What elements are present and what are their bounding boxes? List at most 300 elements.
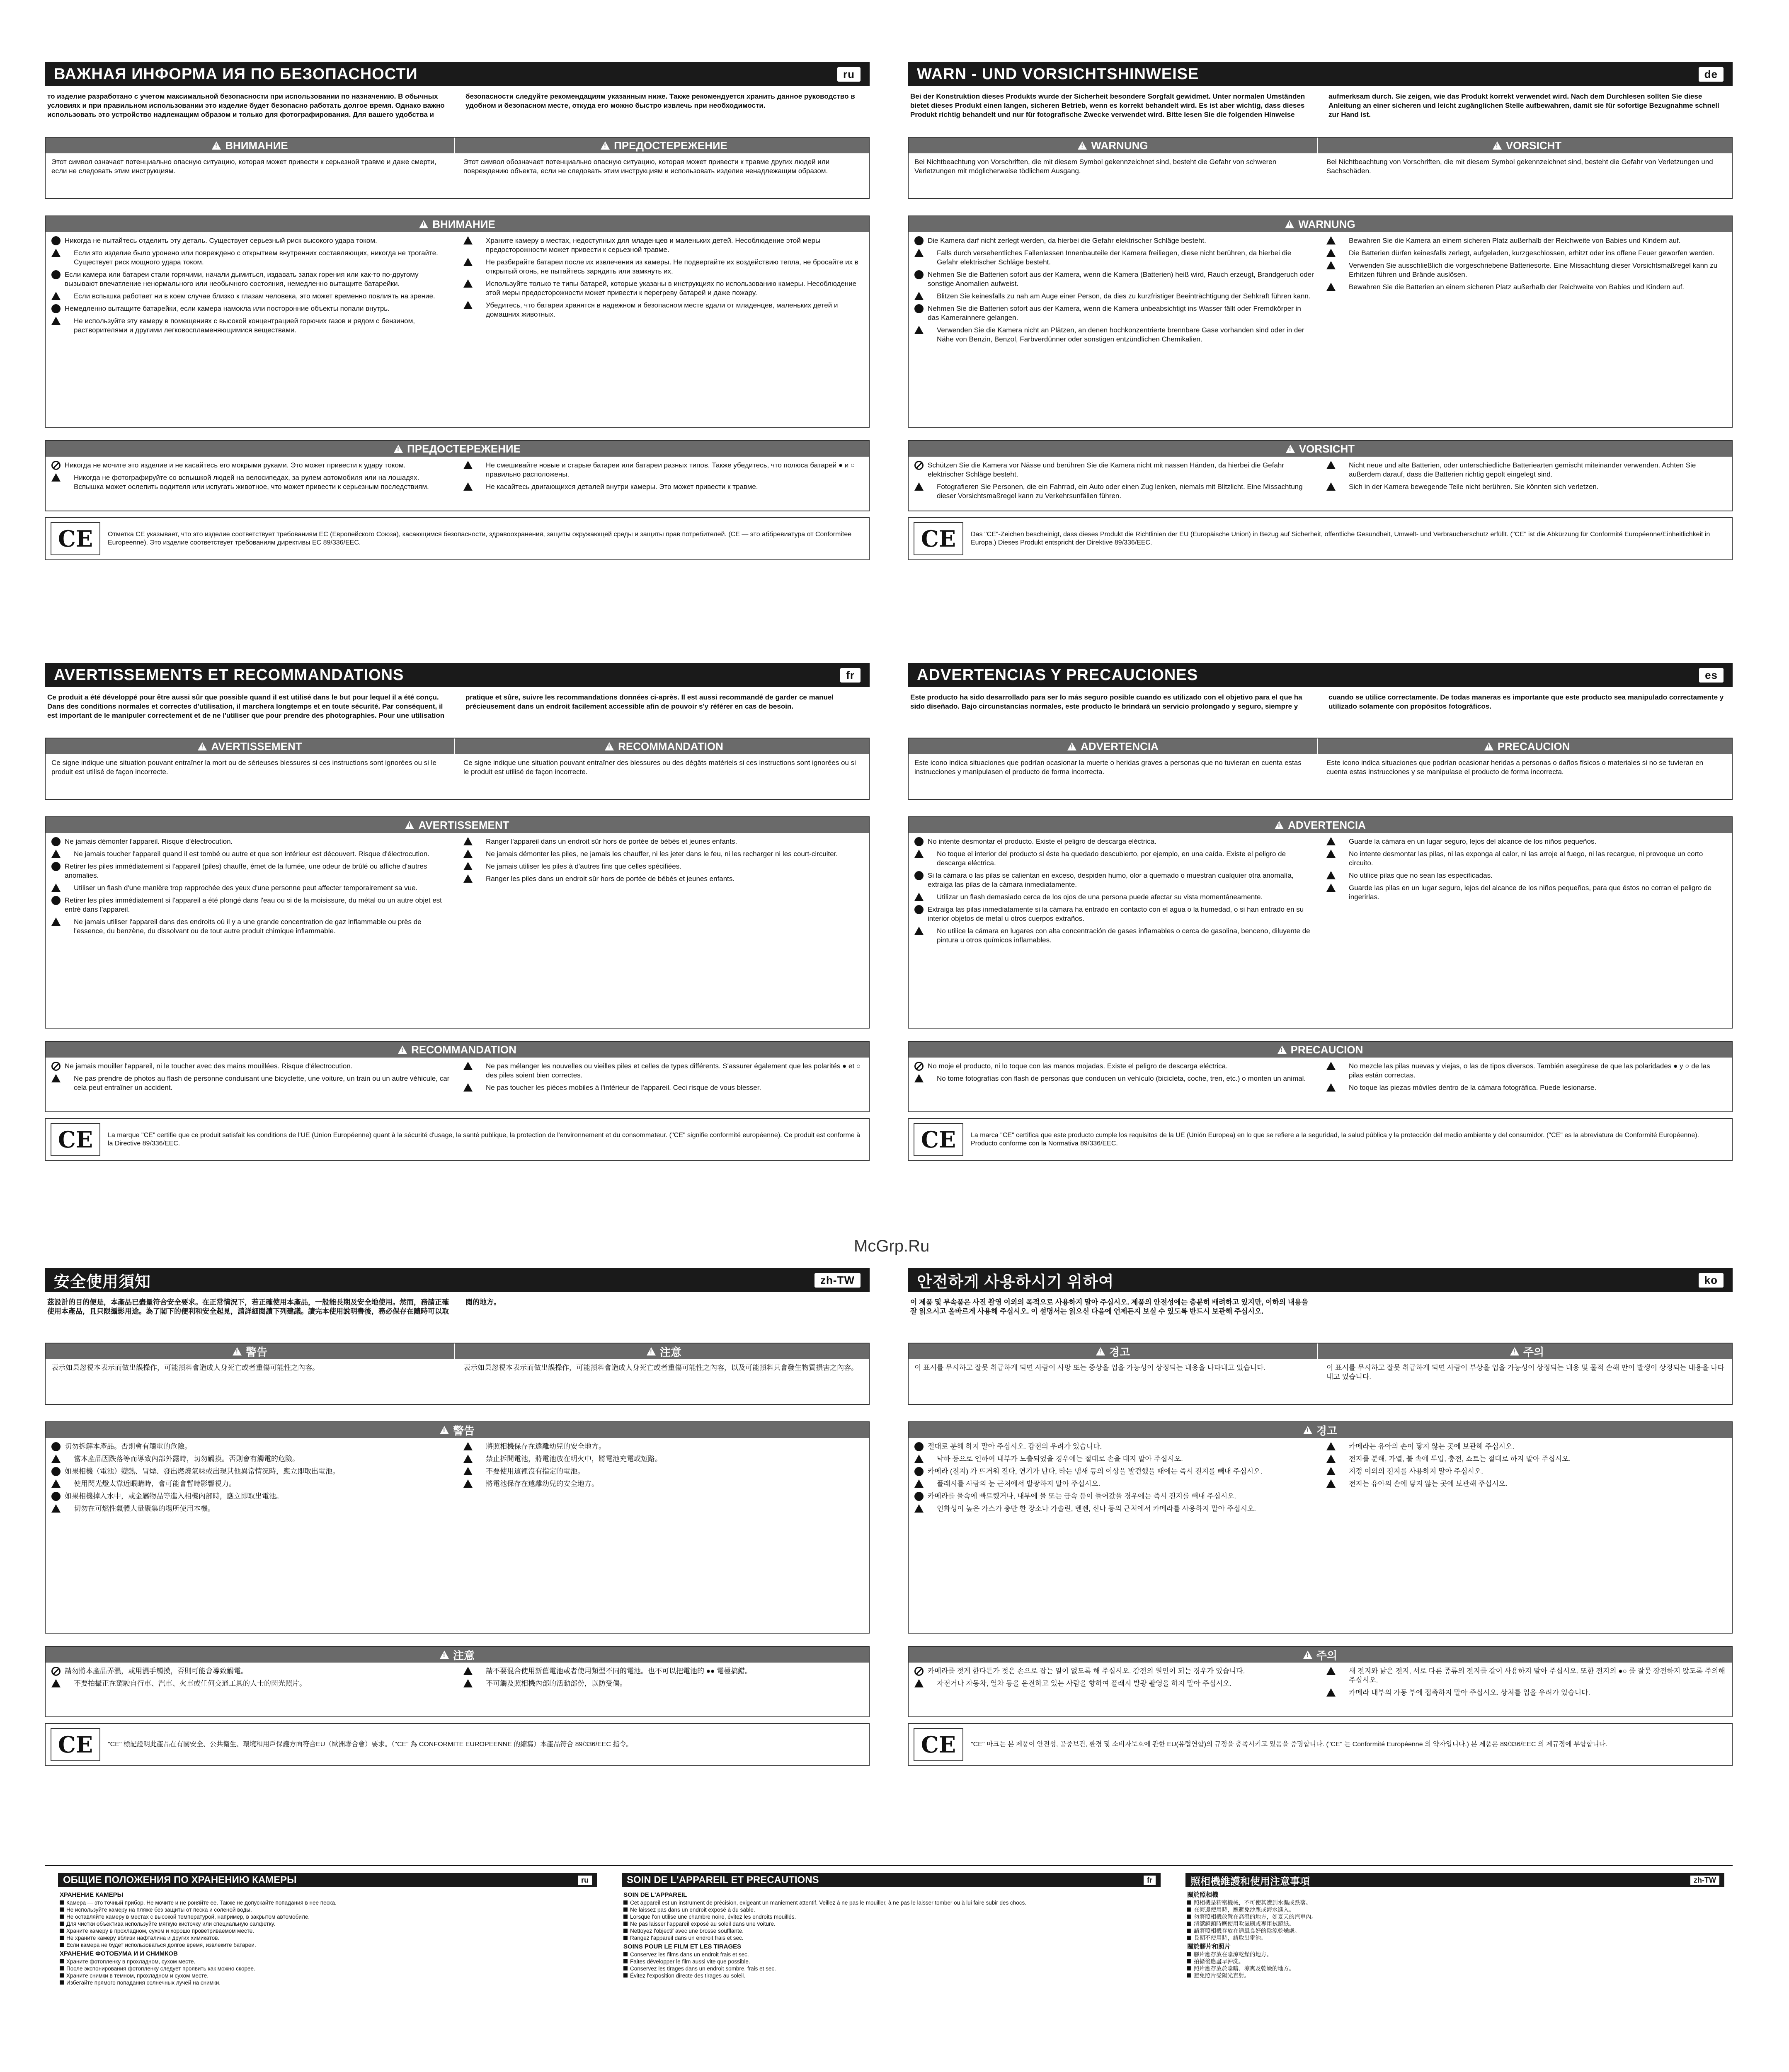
section-header <box>45 663 870 687</box>
warning-icon <box>1326 249 1336 257</box>
warning-item-text: Falls durch versehentliches Fallenlassen Innenbauteile der Kamera freiliegen, diese nicht berühren, da hierbei die Gefahr elektrischer Schläge besteht. <box>937 249 1292 266</box>
caution-item-text: 請不要混合使用新舊電池或者使用類型不同的電池。也不可以把電池的 ●● 電極搞錯。 <box>486 1667 752 1675</box>
section-header <box>908 62 1733 86</box>
caution-item <box>1326 1083 1726 1092</box>
caution-item-text: Ne pas toucher les pièces mobiles à l'intérieur de l'appareil. Ceci risque de vous blesser. <box>486 1084 761 1092</box>
warning-icon <box>51 1504 61 1513</box>
caution-item-text: 請勿將本產品弄濕，或用濕手觸摸，否則可能會導致觸電。 <box>65 1667 248 1675</box>
warning-box <box>45 215 870 428</box>
warning-item-text: No utilice la cámara en lugares con alta concentración de gases inflamables o cerca de gasolina, benceno, diluyente de pintura u otros químicos inflamables. <box>937 927 1310 944</box>
warning-item-text: No toque el interior del producto si éste ha quedado descubierto, por ejemplo, en una caída. Existe el peligro de descarga eléctrica. <box>937 850 1286 867</box>
definition-warning-text: Bei Nichtbeachtung von Vorschriften, die mit diesem Symbol gekennzeichnet sind, besteht die Gefahr von schweren Verletzungen mit möglicherweise tödlichem Ausgang. <box>914 158 1277 175</box>
prohibited-icon <box>914 1062 924 1071</box>
ce-notice-box <box>45 1118 870 1161</box>
care-list-item <box>1187 1965 1723 1972</box>
care-list-text: 照片應存放於陰暗、涼爽及乾燥的地方。 <box>1194 1965 1294 1972</box>
warning-item <box>51 917 451 936</box>
caution-box <box>45 1041 870 1112</box>
bullet-icon <box>623 1907 628 1912</box>
intro-text: 이 제품 및 부속품은 사진 촬영 이외의 목적으로 사용하지 말아 주십시오. 제품의 안전성에는 충분히 배려하고 있지만, 이하의 내용을 잘 읽으시고 올바르게 사용해 주십시오. 이 설명서는 읽으신 다음에 언제든지 보실 수 있도록 반드시 보관해 주십시오. <box>910 1298 1309 1315</box>
language-badge: fr <box>1144 1876 1156 1885</box>
caution-body <box>46 1058 869 1111</box>
symbol-definition-box <box>908 738 1733 800</box>
warning-item <box>51 304 451 313</box>
definition-header <box>909 1343 1732 1359</box>
warning-item <box>51 850 451 859</box>
bullet-icon <box>623 1915 628 1919</box>
definition-caution-text: 이 표시를 무시하고 잘못 취급하게 되면 사람이 부상을 입을 가능성이 상정되는 내용 및 물적 손해 만이 발생이 상정되는 내용을 나타내고 있습니다. <box>1326 1364 1725 1381</box>
care-list-item <box>1187 1913 1723 1920</box>
warning-icon <box>1326 461 1336 469</box>
definition-warning-label <box>909 1343 1318 1359</box>
caution-item-text: Ne jamais mouiller l'appareil, ni le toucher avec des mains mouillées. Risque d'électrocution. <box>65 1062 353 1070</box>
warning-column-left <box>51 837 451 1024</box>
definition-caution-text: Этот символ обозначает потенциально опасную ситуацию, которая может привести к травме других людей или повреждению объекта, если не следовать этим инструкциям и использовать изделие ненадлежащим образом. <box>463 158 830 175</box>
caution-item-text: No tome fotografías con flash de personas que conducen un vehículo (bicicleta, coche, tren, etc.) o monten un animal. <box>937 1075 1306 1082</box>
caution-header <box>46 441 869 457</box>
caution-box <box>45 1646 870 1717</box>
section-ru <box>45 62 870 560</box>
care-list-text: 照相機是精密機械，不可使其遭到水濕或跌落。 <box>1194 1900 1311 1906</box>
symbol-definition-box <box>908 137 1733 199</box>
warning-title: 경고 <box>1316 1424 1338 1437</box>
caution-header <box>909 441 1732 457</box>
caution-column-left <box>51 1062 451 1107</box>
warning-item-text: 將照相機保存在遠離幼兒的安全地方。 <box>486 1443 606 1450</box>
warning-icon <box>463 874 473 883</box>
warning-item <box>914 304 1314 322</box>
warning-triangle-icon <box>398 1046 407 1054</box>
warning-item-text: No intente desmontar las pilas, ni las exponga al calor, ni las arroje al fuego, ni las recargue, ni provoque un corto circuito. <box>1349 850 1703 867</box>
caution-item <box>914 1074 1314 1083</box>
care-list-item <box>60 1913 595 1920</box>
language-badge: ko <box>1699 1273 1724 1288</box>
care-list-item <box>60 1927 595 1934</box>
warning-icon <box>914 482 924 491</box>
symbol-definition-box <box>908 1343 1733 1405</box>
definition-caution-label <box>1322 1343 1732 1359</box>
ce-notice-text: Das "CE"-Zeichen bescheinigt, dass dieses Produkt die Richtlinien der EU (Europäische Union) in Bezug auf Sicherheit, öffentliche Gesundheit, Umwelt- und Verbraucherschutz erfüllt. ("CE" ist die Abkürzung für Conformité Européenne/Einheitlichkeit in Europa.) Dieses Produkt entspricht der Direktive 89/336/EEC. <box>971 531 1710 546</box>
care-list-item <box>1187 1920 1723 1927</box>
warning-box <box>908 816 1733 1029</box>
caution-item-text: No moje el producto, ni lo toque con las manos mojadas. Existe el peligro de descarga eléctrica. <box>928 1062 1228 1070</box>
warning-icon <box>463 1083 473 1092</box>
bullet-icon <box>623 1966 628 1970</box>
care-list-text: 長期不使用時，請取出電池。 <box>1194 1935 1267 1941</box>
bullet-icon <box>60 1980 64 1985</box>
warning-triangle-icon <box>212 141 221 150</box>
warning-column-right <box>1326 837 1726 1024</box>
warning-item-text: Не разбирайте батареи после их извлечения из камеры. Не подвергайте их воздействию тепла, не бросайте их в открытый огонь, не пытайтесь зарядить или замкнуть их. <box>486 258 858 275</box>
bullet-icon <box>60 1943 64 1947</box>
warning-icon <box>1326 283 1336 291</box>
action-dot-icon <box>914 1467 924 1476</box>
warning-triangle-icon <box>394 445 403 453</box>
care-list-item <box>60 1934 595 1941</box>
warning-header <box>46 817 869 833</box>
section-header <box>908 663 1733 687</box>
bullet-icon <box>60 1915 64 1919</box>
bullet-icon <box>623 1922 628 1926</box>
warning-icon <box>51 292 61 300</box>
bullet-icon <box>60 1907 64 1912</box>
warning-item <box>51 1479 451 1489</box>
warning-icon <box>51 1679 61 1687</box>
bullet-icon <box>1187 1922 1191 1926</box>
caution-column-left <box>51 461 451 506</box>
warning-item <box>51 317 451 335</box>
definition-header <box>909 138 1732 153</box>
care-list-item <box>60 1972 595 1979</box>
warning-column-right <box>463 837 863 1024</box>
caution-box <box>908 1646 1733 1717</box>
warning-item <box>51 1504 451 1513</box>
care-list-item <box>623 1972 1159 1979</box>
symbol-definition-box <box>45 137 870 199</box>
care-list-text: Lorsque l'on utilise une chambre noire, évitez les endroits mouillés. <box>630 1914 796 1920</box>
bullet-icon <box>60 1900 64 1905</box>
warning-header <box>909 817 1732 833</box>
warning-item <box>914 292 1314 301</box>
section-es <box>908 663 1733 1161</box>
caution-item-text: 不要拍攝正在駕駛自行車、汽車、火車或任何交通工具的人士的閃光照片。 <box>74 1680 306 1687</box>
warning-title: AVERTISSEMENT <box>418 818 509 831</box>
language-badge: de <box>1699 67 1724 82</box>
warning-icon <box>914 927 924 935</box>
care-list-text: Для чистки объектива используйте мягкую кисточку или специальную салфетку. <box>66 1921 275 1927</box>
warning-icon <box>51 1479 61 1488</box>
warning-item <box>914 1504 1314 1513</box>
ce-notice-box <box>908 1723 1733 1766</box>
caution-item-text: Не смешивайте новые и старые батареи или батареи разных типов. Также убедитесь, что полюса батарей ● и ○ правильно расположены. <box>486 461 855 478</box>
care-list-text: Если камера не будет использоваться долгое время, извлеките батареи. <box>66 1942 256 1948</box>
caution-column-right <box>1326 1062 1726 1107</box>
label-text: VORSICHT <box>1505 139 1562 152</box>
warning-box <box>908 215 1733 428</box>
warning-item-text: Verwenden Sie die Kamera nicht an Plätzen, an denen hochkonzentrierte brennbare Gase vorhanden sind oder in der Nähe von Benzin, Benzol, Farbverdünner oder sonstigen entzündlichen Chemikalien. <box>937 326 1304 343</box>
warning-item <box>51 270 451 288</box>
warning-header <box>909 1422 1732 1438</box>
caution-title: 주의 <box>1316 1649 1338 1662</box>
warning-column-left <box>914 837 1314 1024</box>
warning-triangle-icon <box>1510 1347 1519 1356</box>
care-list-item <box>1187 1958 1723 1965</box>
definition-body <box>909 153 1732 180</box>
warning-triangle-icon <box>1078 141 1087 150</box>
warning-icon <box>1326 236 1336 244</box>
warning-item-text: 카메라는 유아의 손이 닿지 않는 곳에 보관해 주십시오. <box>1349 1443 1515 1450</box>
ce-notice-text: Отметка CE указывает, что это изделие соответствует требованиям ЕС (Европейского Союза), касающимся безопасности, здравоохранения, защиты окружающей среды и защиты прав потребителей. (CE — это аббревиатура от Conformitee Europeenne). Это изделие соответствует требованиям директивы EC 89/336/EEC. <box>108 531 852 546</box>
care-list-item <box>60 1958 595 1965</box>
language-badge: zh-TW <box>1690 1876 1719 1885</box>
warning-triangle-icon <box>1286 445 1295 453</box>
warning-icon <box>1326 1688 1336 1697</box>
care-list-item <box>623 1958 1159 1965</box>
care-list-item <box>60 1941 595 1949</box>
care-list-text: Избегайте прямого попадания солнечных лучей на снимки. <box>66 1980 221 1986</box>
warning-body <box>909 232 1732 427</box>
warning-icon <box>463 1679 473 1687</box>
caution-title: ПРЕДОСТЕРЕЖЕНИЕ <box>407 442 521 455</box>
warning-icon <box>51 317 61 325</box>
warning-triangle-icon <box>647 1347 656 1356</box>
warning-icon <box>463 862 473 870</box>
caution-body <box>909 1663 1732 1716</box>
warning-item-text: Ne jamais démonter l'appareil. Risque d'électrocution. <box>65 838 233 845</box>
warning-triangle-icon <box>1067 742 1076 750</box>
definition-warning-text: Этот символ означает потенциально опасную ситуацию, которая может привести к серьезной травме и даже смерти, если не следовать этим инструкциям. <box>51 158 436 175</box>
warning-item-text: Nehmen Sie die Batterien sofort aus der Kamera, wenn die Kamera unbeabsichtigt ins Wasser fällt oder Fremdkörper in das Kamerainnere gelangen. <box>928 305 1301 322</box>
warning-column-left <box>51 1442 451 1629</box>
warning-title: 警告 <box>453 1424 475 1437</box>
warning-item <box>463 1442 863 1451</box>
warning-header <box>46 1422 869 1438</box>
warning-item <box>914 905 1314 923</box>
warning-triangle-icon <box>233 1347 242 1356</box>
warning-item-text: 카메라를 물속에 빠트렸거나, 내부에 물 또는 금속 등이 들어갔을 경우에는 즉시 전지를 빼내 주십시오. <box>928 1492 1236 1500</box>
caution-body <box>46 1663 869 1716</box>
warning-icon <box>914 893 924 901</box>
watermark: McGrp.Ru <box>854 1237 930 1255</box>
ce-mark-icon: CE <box>51 522 100 555</box>
care-section-title: SOIN DE L'APPAREIL ET PRECAUTIONS <box>627 1874 819 1886</box>
caution-item-text: Nicht neue und alte Batterien, oder unterschiedliche Batteriearten gemischt miteinander verwenden. Achten Sie außerdem darauf, dass die Batterien richtig gepolt eingelegt sind. <box>1349 461 1696 478</box>
warning-item <box>1326 236 1726 245</box>
warning-icon <box>51 1074 61 1082</box>
warning-item-text: 如果相機（電池）變熱、冒煙、發出燃燒氣味或出現其他異常情況時，應立即取出電池。 <box>65 1467 339 1475</box>
warning-item <box>914 1455 1314 1464</box>
label-text: 경고 <box>1109 1346 1130 1358</box>
warning-triangle-icon <box>1484 742 1493 750</box>
caution-item <box>463 1062 863 1080</box>
warning-item-text: Retirer les piles immédiatement si l'appareil (piles) chauffe, émet de la fumée, une odeur de brûlé ou affiche d'autres anomalies. <box>65 862 427 879</box>
care-section-body <box>622 1887 1161 1982</box>
ce-notice-text: "CE" 標記證明此產品在有關安全、公共衛生、環境和用戶保護方面符合EU（歐洲聯合會）要求。（"CE" 為 CONFORMITE EUROPEENNE 的縮寫）本產品符合 89/336/EEC 指令。 <box>108 1741 633 1748</box>
caution-item-text: 카메라 내부의 가동 부에 접촉하지 말아 주십시오. 상처를 입을 우려가 있습니다. <box>1349 1689 1590 1697</box>
bullet-icon <box>623 1900 628 1905</box>
warning-item-text: 禁止拆開電池，將電池放在明火中，將電池充電或短路。 <box>486 1455 662 1463</box>
warning-item <box>914 1492 1314 1501</box>
caution-item <box>51 1679 451 1688</box>
section-title: 安全使用須知 <box>54 1273 151 1291</box>
warning-item <box>463 1467 863 1476</box>
language-badge: ru <box>578 1876 592 1885</box>
care-list-item <box>623 1927 1159 1934</box>
care-list-text: Ne pas laisser l'appareil exposé au soleil dans une voiture. <box>630 1921 776 1927</box>
warning-item-text: Extraiga las pilas inmediatamente si la cámara ha entrado en contacto con el agua o la humedad, o si han entrado en su interior objetos de metal u otros cuerpos extraños. <box>928 905 1304 922</box>
warning-triangle-icon <box>605 742 614 750</box>
warning-column-right <box>463 1442 863 1629</box>
care-list-text: Храните камеру в прохладном, сухом и хорошо проветриваемом месте. <box>66 1928 254 1934</box>
warning-icon <box>914 326 924 334</box>
caution-item <box>1326 1062 1726 1080</box>
warning-icon <box>463 850 473 858</box>
warning-item <box>463 1455 863 1464</box>
definition-caution-text: 表示如果忽視本表示而做出誤操作，可能預料會造成人身死亡或者重傷可能性之內容，以及可能預料只會發生物質損害之內容。 <box>463 1364 858 1372</box>
warning-item <box>914 893 1314 902</box>
warning-icon <box>1326 1062 1336 1070</box>
warning-icon <box>1326 1442 1336 1450</box>
warning-column-right <box>463 236 863 423</box>
warning-item <box>463 258 863 276</box>
warning-column-left <box>51 236 451 423</box>
warning-item <box>914 871 1314 889</box>
warning-triangle-icon <box>440 1426 449 1434</box>
intro-text: Ce produit a été développé pour être aussi sûr que possible quand il est utilisé dans le but pour lequel il a été conçu. Dans des conditions normales et correctes d'utilisation, il marchera longtemps et en toute sécurité. Par conséquent, il est important de le manipuler correctement et de ne l'utiliser que pour prendre des photographies. Pour une utilisation pratique et sûre, suivre les recommandations données ci-après. Il est aussi recommandé de garder ce manuel précieusement dans un endroit facilement accessible afin de pouvoir s'y référer en cas de besoin. <box>47 693 834 719</box>
label-text: AVERTISSEMENT <box>211 740 302 753</box>
definition-warning-text: Ce signe indique une situation pouvant entraîner la mort ou de sérieuses blessures si ces instructions sont ignorées ou si le produit est utilisé de façon incorrecte. <box>51 759 436 776</box>
warning-icon <box>463 1467 473 1475</box>
bullet-icon <box>1187 1952 1191 1956</box>
warning-item-text: Не используйте эту камеру в помещениях с высокой концентрацией горючих газов и рядом с бензином, растворителями и другими легковоспламеняющимися веществами. <box>74 317 415 334</box>
warning-item <box>1326 850 1726 868</box>
warning-item-text: Ne jamais toucher l'appareil quand il est tombé ou autre et que son intérieur est découvert. Risque d'électrocution. <box>74 850 429 858</box>
caution-column-right <box>1326 461 1726 506</box>
caution-column-right <box>463 1062 863 1107</box>
warning-item-text: Die Kamera darf nicht zerlegt werden, da hierbei die Gefahr elektrischer Schläge besteht. <box>928 237 1206 244</box>
warning-title: WARNUNG <box>1298 218 1355 230</box>
caution-item-text: 자전거나 자동차, 열차 등을 운전하고 있는 사람을 향하여 플래시 발광 촬영을 하지 말아 주십시오. <box>937 1680 1232 1687</box>
action-dot-icon <box>914 236 924 245</box>
care-list-text: Не храните камеру вблизи нафталина и других химикатов. <box>66 1935 220 1941</box>
care-list-text: Камера — это точный прибор. Не мочите и не роняйте ее. Также не допускайте попадания в нее песка. <box>66 1900 337 1906</box>
warning-icon <box>1326 837 1336 845</box>
care-section-body <box>58 1887 597 1989</box>
warning-item <box>1326 1455 1726 1464</box>
section-header <box>908 1268 1733 1292</box>
prohibited-icon <box>914 1667 924 1676</box>
warning-item <box>1326 1479 1726 1489</box>
warning-item-text: Ne jamais démonter les piles, ne jamais les chauffer, ni les jeter dans le feu, ni les recharger ni les court-circuiter. <box>486 850 838 858</box>
care-list-text: Ne laissez pas dans un endroit exposé à du sable. <box>630 1907 755 1913</box>
warning-triangle-icon <box>198 742 207 750</box>
care-section-header <box>1185 1873 1724 1887</box>
care-list-text: 在海邊使用時，應避免沙塵或海水進入。 <box>1194 1907 1294 1913</box>
label-text: ПРЕДОСТЕРЕЖЕНИЕ <box>614 139 727 152</box>
warning-icon <box>51 473 61 482</box>
warning-item-text: Nehmen Sie die Batterien sofort aus der Kamera, wenn die Kamera (Batterien) heiß wird, Rauch erzeugt, Brandgeruch oder sonstige Anomalien aufweist. <box>928 271 1314 288</box>
bullet-icon <box>1187 1900 1191 1905</box>
definition-header <box>46 738 869 754</box>
caution-item <box>463 482 863 491</box>
warning-triangle-icon <box>1303 1651 1312 1659</box>
caution-item <box>463 461 863 479</box>
warning-triangle-icon <box>1275 821 1284 829</box>
warning-icon <box>1326 871 1336 879</box>
warning-icon <box>51 917 61 926</box>
warning-box <box>45 816 870 1029</box>
definition-warning-label <box>46 1343 455 1359</box>
care-list-text: 拍攝後應盡早沖洗。 <box>1194 1958 1244 1965</box>
care-list-item <box>60 1906 595 1913</box>
warning-item-text: Ranger l'appareil dans un endroit sûr hors de portée de bébés et jeunes enfants. <box>486 838 737 845</box>
care-subheading: SOIN DE L'APPAREIL <box>623 1891 687 1898</box>
warning-triangle-icon <box>1493 141 1502 150</box>
care-section-header <box>58 1873 597 1887</box>
definition-warning-text: 表示如果忽視本表示而做出誤操作，可能預料會造成人身死亡或者重傷可能性之內容。 <box>51 1364 319 1372</box>
prohibited-icon <box>51 1667 61 1676</box>
warning-triangle-icon <box>1278 1046 1287 1054</box>
ce-mark-icon: CE <box>914 522 963 555</box>
warning-item <box>914 270 1314 288</box>
caution-item-text: No mezcle las pilas nuevas y viejas, o las de tipos diversos. También asegúrese de que las polaridades ● y ○ de las pilas están correctas. <box>1349 1062 1710 1079</box>
section-de <box>908 62 1733 560</box>
care-list-text: Не оставляйте камеру в местах с высокой температурой, например, в закрытом автомобиле. <box>66 1914 310 1920</box>
warning-triangle-icon <box>601 141 610 150</box>
caution-column-right <box>1326 1667 1726 1712</box>
bullet-icon <box>1187 1966 1191 1970</box>
definition-header <box>909 738 1732 754</box>
care-section-header <box>622 1873 1161 1887</box>
warning-triangle-icon <box>1285 220 1294 228</box>
care-list-text: Conservez les films dans un endroit frais et sec. <box>630 1951 749 1958</box>
section-title: ADVERTENCIAS Y PRECAUCIONES <box>917 666 1198 684</box>
caution-item <box>1326 1688 1726 1697</box>
caution-item-text: Ne pas prendre de photos au flash de personne conduisant une bicyclette, une voiture, un train ou un autre véhicule, car cela peut entraîner un accident. <box>74 1075 450 1092</box>
warning-item-text: Если это изделие было уронено или повреждено с открытием внутренних составляющих, никогда не трогайте. Существует риск мощного удара током. <box>74 249 438 266</box>
caution-title: RECOMMANDATION <box>411 1043 516 1056</box>
caution-item <box>914 482 1314 501</box>
warning-item-text: Bewahren Sie die Kamera an einem sicheren Platz außerhalb der Reichweite von Babies und Kindern auf. <box>1349 237 1681 244</box>
warning-item <box>51 896 451 914</box>
warning-item-text: Если вспышка работает ни в коем случае близко к глазам человека, это может временно повлиять на зрение. <box>74 292 435 300</box>
caution-item <box>914 1679 1314 1688</box>
warning-item-text: Ne jamais utiliser les piles à d'autres fins que celles spécifiées. <box>486 862 681 870</box>
action-dot-icon <box>51 236 61 245</box>
intro-text: то изделие разработано с учетом максимальной безопасности при использовании по назначению. В обычных условиях и при правильном использовании это изделие будет безопасно работать долгое время. Однако важно использовать это устройство надлежащим образом и только для фотографирования. Для вашего удобства и безопасности следуйте рекомендациям указанным ниже. Также рекомендуется хранить данное руководство в удобном и безопасном месте, откуда его можно быстро извлечь при необходимости. <box>47 92 855 119</box>
ce-mark-icon: CE <box>914 1728 963 1761</box>
warning-item <box>1326 261 1726 279</box>
caution-item <box>51 1667 451 1676</box>
care-subheading: 關於照相機 <box>1187 1891 1219 1898</box>
action-dot-icon <box>914 837 924 846</box>
warning-item-text: Verwenden Sie ausschließlich die vorgeschriebene Batteriesorte. Eine Missachtung dieser Vorsichtsmaßregel kann zu Erhitzen führen und Brände auslösen. <box>1349 261 1718 278</box>
warning-item-text: Si la cámara o las pilas se calientan en exceso, despiden humo, olor a quemado o muestran cualquier otra anomalía, extraiga las pilas de la cámara inmediatamente. <box>928 871 1294 888</box>
definition-warning-label <box>46 138 455 153</box>
warning-item <box>1326 249 1726 258</box>
warning-body <box>46 232 869 427</box>
warning-column-left <box>914 236 1314 423</box>
caution-item-text: 새 전지와 낡은 전지, 서로 다른 종류의 전지를 같이 사용하지 말아 주십시오. 또한 전지의 ●○ 를 잘못 장전하지 않도록 주의해 주십시오. <box>1349 1667 1725 1684</box>
definition-caution-text: Este icono indica situaciones que podrían ocasionar heridas a personas o daños físicos o materiales si no se tuvieran en cuenta estas instrucciones y se manipulase el producto de forma incorrecta. <box>1326 759 1704 776</box>
caution-item-text: 不可觸及照相機內部的活動部份，以防受傷。 <box>486 1680 627 1687</box>
bullet-icon <box>623 1952 628 1956</box>
warning-icon <box>1326 884 1336 892</box>
bullet-icon <box>60 1973 64 1978</box>
section-title: WARN - UND VORSICHTSHINWEISE <box>917 65 1199 83</box>
warning-triangle-icon <box>1096 1347 1105 1356</box>
symbol-definition-box <box>45 738 870 800</box>
warning-item-text: 절대로 분해 하지 말아 주십시오. 감전의 우려가 있습니다. <box>928 1443 1102 1450</box>
warning-icon <box>1326 1455 1336 1463</box>
ce-notice-box <box>908 517 1733 560</box>
warning-column-right <box>1326 1442 1726 1629</box>
definition-caution-label <box>459 738 869 754</box>
caution-item <box>914 461 1314 479</box>
warning-item-text: 전지는 유아의 손에 닿지 않는 곳에 보관해 주십시오. <box>1349 1480 1508 1488</box>
definition-caution-label <box>1322 138 1732 153</box>
caution-item <box>51 1062 451 1071</box>
ce-mark-icon: CE <box>51 1728 100 1761</box>
ce-notice-box <box>45 1723 870 1766</box>
warning-item-text: Ranger les piles dans un endroit sûr hors de portée de bébés et jeunes enfants. <box>486 875 735 883</box>
warning-icon <box>914 1679 924 1687</box>
warning-icon <box>1326 850 1336 858</box>
warning-item-text: Используйте только те типы батарей, которые указаны в инструкциях по использованию камеры. Несоблюдение этой меры предосторожности может привести к перегреву батарей и даже пожару. <box>486 280 857 297</box>
warning-item <box>463 850 863 859</box>
caution-item <box>51 1074 451 1092</box>
care-subheading: 關於膠片和照片 <box>1187 1943 1231 1950</box>
